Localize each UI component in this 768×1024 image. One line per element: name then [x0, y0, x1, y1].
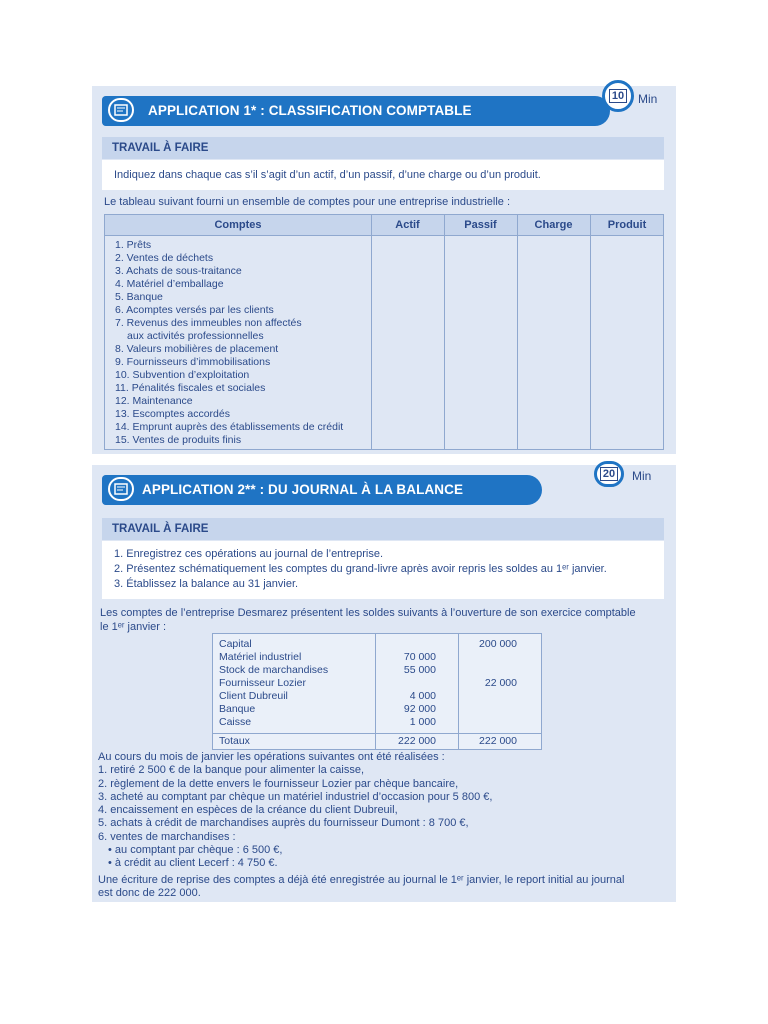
list-item: 8. Valeurs mobilières de placement [115, 343, 279, 355]
list-item: 7. Revenus des immeubles non affectés [115, 317, 302, 329]
instruction-box [102, 160, 664, 190]
list-item: 1. retiré 2 500 € de la banque pour alimenter la caisse, [98, 764, 364, 777]
balance-intro-line-1: Les comptes de l’entreprise Desmarez présentent les soldes suivants à l’ouverture de son exercice comptable [100, 607, 636, 619]
table-intro: Le tableau suivant fourni un ensemble de comptes pour une entreprise industrielle : [104, 196, 511, 208]
list-item: 15. Ventes de produits finis [115, 434, 242, 446]
balance-label: Matériel industriel [219, 651, 302, 663]
opening-balance-table [212, 633, 542, 750]
task-item: 2. Présentez schématiquement les comptes du grand-livre après avoir repris les soldes au 1ᵉʳ janvier. [114, 563, 607, 575]
balance-debit: 4 000 [409, 690, 436, 702]
balance-debit: 55 000 [403, 664, 436, 676]
balance-debit: 92 000 [403, 703, 436, 715]
timer-icon [602, 80, 634, 112]
accounts-list [115, 239, 343, 447]
instruction-text: Indiquez dans chaque cas s’il s’agit d’un actif, d’un passif, d’une charge ou d’un produit. [114, 169, 541, 181]
balance-intro-line-2: le 1ᵉʳ janvier : [100, 621, 167, 633]
column-divider [590, 215, 591, 449]
application-1-card [92, 86, 676, 454]
column-divider [371, 215, 372, 449]
balance-label: Stock de marchandises [219, 664, 329, 676]
application-1-banner [102, 96, 610, 126]
list-item: 1. Prêts [115, 239, 152, 251]
closing-line-1: Une écriture de reprise des comptes a déjà été enregistrée au journal le 1ᵉʳ janvier, le report initial au journal [98, 874, 625, 886]
application-2-card [92, 465, 676, 902]
list-item: 14. Emprunt auprès des établissements de crédit [115, 421, 344, 433]
timer-unit: Min [638, 92, 658, 106]
balance-credit: 200 000 [479, 638, 517, 650]
balance-label: Client Dubreuil [219, 690, 288, 702]
travail-a-faire-heading: TRAVAIL À FAIRE [102, 518, 664, 540]
header-comptes: Comptes [214, 219, 262, 231]
column-divider [375, 634, 376, 749]
list-item: 13. Escomptes accordés [115, 408, 230, 420]
task-item: 1. Enregistrez ces opérations au journal de l’entreprise. [114, 548, 384, 560]
column-divider [444, 215, 445, 449]
list-item: 10. Subvention d’exploitation [115, 369, 250, 381]
column-divider [517, 215, 518, 449]
application-2-title: APPLICATION 2** : DU JOURNAL À LA BALANCE [142, 482, 464, 497]
list-item: 2. Ventes de déchets [115, 252, 214, 264]
timer-icon [594, 461, 624, 487]
total-credit: 222 000 [479, 735, 517, 747]
operations-intro: Au cours du mois de janvier les opérations suivantes ont été réalisées : [98, 751, 445, 763]
timer-value: 10 [609, 89, 627, 103]
list-item: • au comptant par chèque : 6 500 €, [108, 844, 283, 857]
header-produit: Produit [607, 219, 647, 231]
list-item: 6. Acomptes versés par les clients [115, 304, 274, 316]
list-item: 9. Fournisseurs d’immobilisations [115, 356, 271, 368]
totals-label: Totaux [219, 735, 250, 747]
header-passif: Passif [464, 219, 497, 231]
list-item: 5. achats à crédit de marchandises auprès du fournisseur Dumont : 8 700 €, [98, 817, 469, 830]
balance-label: Banque [219, 703, 256, 715]
header-actif: Actif [395, 219, 420, 231]
classification-table [104, 214, 664, 450]
application-2-banner [102, 475, 542, 505]
list-item: 2. règlement de la dette envers le fournisseur Lozier par chèque bancaire, [98, 777, 459, 790]
totals-divider [213, 733, 541, 734]
tasks-box [102, 541, 664, 599]
list-item: 12. Maintenance [115, 395, 193, 407]
timer-value: 20 [600, 467, 618, 481]
balance-label: Caisse [219, 716, 252, 728]
balance-label: Fournisseur Lozier [219, 677, 306, 689]
list-item: 5. Banque [115, 291, 163, 303]
column-divider [458, 634, 459, 749]
travail-a-faire-heading: TRAVAIL À FAIRE [102, 137, 664, 159]
list-item: 6. ventes de marchandises : [98, 830, 236, 843]
timer-unit: Min [632, 469, 652, 483]
balance-debit: 70 000 [403, 651, 436, 663]
operations-block [98, 751, 492, 871]
document-icon [108, 98, 134, 122]
list-item: 11. Pénalités fiscales et sociales [115, 382, 266, 394]
list-item: 4. Matériel d’emballage [115, 278, 224, 290]
task-item: 3. Établissez la balance au 31 janvier. [114, 578, 299, 590]
balance-debit: 1 000 [409, 716, 436, 728]
list-item: 3. Achats de sous-traitance [115, 265, 242, 277]
list-item: • à crédit au client Lecerf : 4 750 €. [108, 857, 278, 870]
document-icon [108, 477, 134, 501]
total-debit: 222 000 [398, 735, 436, 747]
application-1-title: APPLICATION 1* : CLASSIFICATION COMPTABLE [148, 103, 472, 118]
balance-label: Capital [219, 638, 252, 650]
list-item: aux activités professionnelles [127, 330, 264, 342]
list-item: 4. encaissement en espèces de la créance du client Dubreuil, [98, 804, 398, 817]
balance-credit: 22 000 [484, 677, 517, 689]
closing-line-2: est donc de 222 000. [98, 887, 201, 899]
header-charge: Charge [534, 219, 573, 231]
list-item: 3. acheté au comptant par chèque un matériel industriel d’occasion pour 5 800 €, [98, 790, 493, 803]
